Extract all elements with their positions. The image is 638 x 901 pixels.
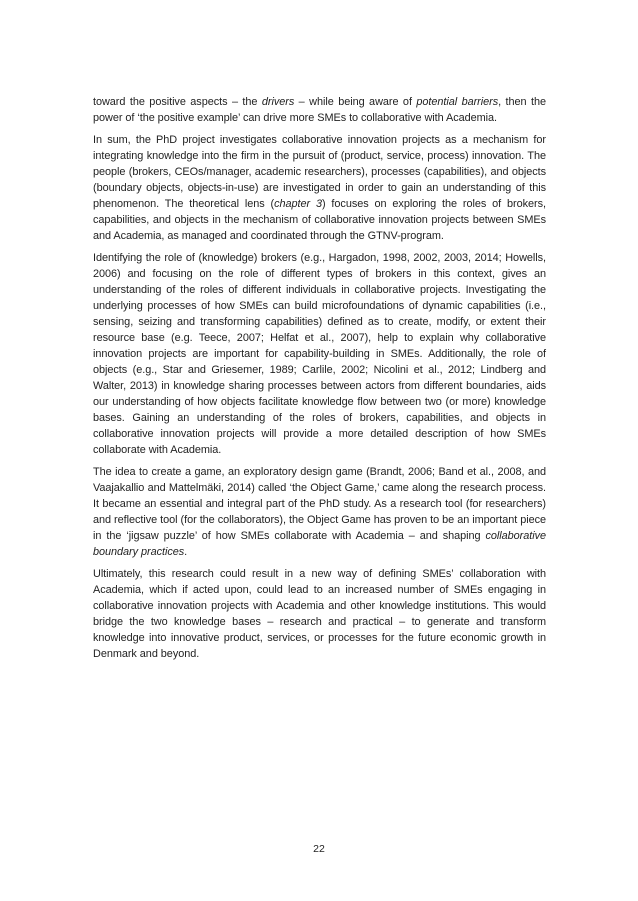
- emphasized-text: potential barriers: [416, 96, 499, 108]
- emphasized-text: chapter 3: [274, 198, 322, 210]
- text-run: In sum, the PhD project investigates collaborative innovation projects as a mechanism for integrating knowledge into the firm in the pursuit of (product, service, process) innovation. The people (brokers, CEOs/manager, academic researchers), processes (capabilities), and objects (boundary objects, objects-in-use) are investigated in order to gain an understanding of this phenomenon. The theoretical lens (: [93, 134, 546, 210]
- text-run: ) focuses on exploring the roles of brokers, capabilities, and objects in the mechanism of collaborative innovation projects between SMEs and Academia, as managed and coordinated through the GTNV-program.: [93, 198, 546, 242]
- text-run: .: [184, 546, 188, 558]
- paragraph: [93, 566, 546, 662]
- text-run: toward the positive aspects – the: [93, 96, 262, 108]
- paragraph: [93, 250, 546, 458]
- body-text: [93, 94, 546, 668]
- paragraph: [93, 464, 546, 560]
- emphasized-text: drivers: [261, 96, 295, 108]
- text-run: , then the power of ‘the positive example’ can drive more SMEs to collaborative with Academia.: [93, 96, 547, 124]
- emphasized-text: collaborative boundary practices: [93, 530, 546, 558]
- text-run: The idea to create a game, an exploratory design game (Brandt, 2006; Band et al., 2008, and Vaajakallio and Mattelmäki, 2014) called ‘the Object Game,’ came along the research process. It became an essential and integral part of the PhD study. As a research tool (for researchers) and reflective tool (for the collaborators), the Object Game has proven to be an important piece in the ‘jigsaw puzzle’ of how SMEs collaborate with Academia – and shaping: [93, 466, 546, 542]
- text-run: Identifying the role of (knowledge) brokers (e.g., Hargadon, 1998, 2002, 2003, 2014; Howells, 2006) and focusing on the role of different types of brokers in this context, gives an understanding of the roles of different individuals in collaborative projects. Investigating the underlying processes of how SMEs can build microfoundations of dynamic capabilities (i.e., sensing, seizing and transforming capabilities) defined as to create, modify, or extent their resource base (e.g. Teece, 2007; Helfat et al., 2007), help to explain why collaborative innovation projects are important for capability-building in SMEs. Additionally, the role of objects (e.g., Star and Griesemer, 1989; Carlile, 2002; Nicolini et al., 2012; Lindberg and Walter, 2013) in knowledge sharing processes between actors from different boundaries, aids our understanding of how objects facilitate knowledge flow between two (or more) knowledge bases. Gaining an understanding of the roles of brokers, capabilities, and objects in collaborative innovation projects will provide a more detailed description of how SMEs collaborate with Academia.: [93, 252, 546, 456]
- paragraph: [93, 132, 546, 244]
- paragraph: [93, 94, 546, 126]
- page-number: 22: [313, 843, 325, 855]
- text-run: – while being aware of: [294, 96, 417, 108]
- text-run: Ultimately, this research could result in a new way of defining SMEs’ collaboration with Academia, which if acted upon, could lead to an increased number of SMEs engaging in collaborative innovation projects with Academia and other knowledge institutions. This would bridge the two knowledge bases – research and practical – to generate and transform knowledge into innovative product, services, or processes for the future economic growth in Denmark and beyond.: [93, 568, 546, 660]
